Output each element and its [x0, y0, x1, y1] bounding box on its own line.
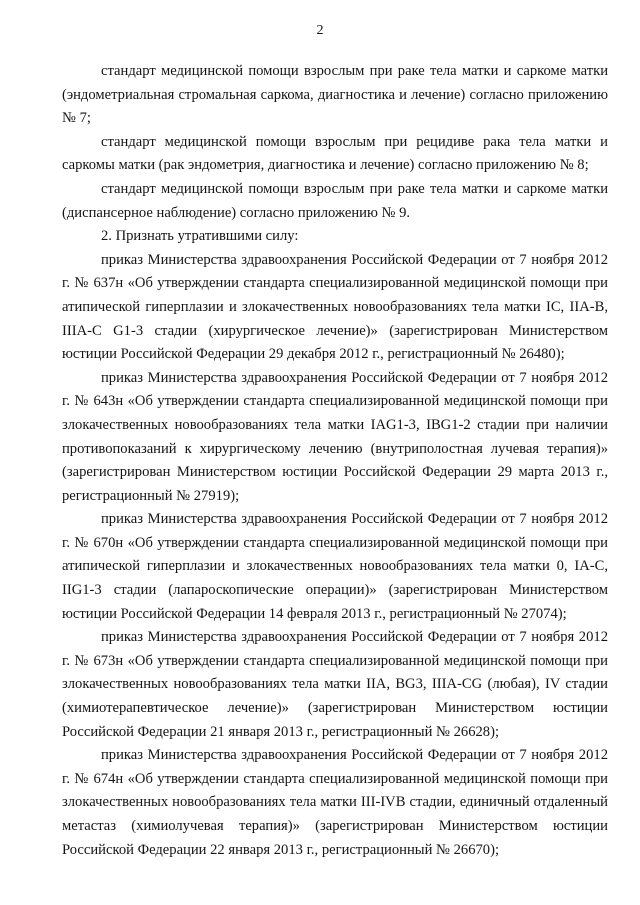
paragraph-order-637n: приказ Министерства здравоохранения Российской Федерации от 7 ноября 2012 г. № 637н «Об утверждении стандарта специализированной медицинской помощи при атипической гиперплазии и злокачественных новообразованиях тела матки IC, IIA-B, IIIA-C G1-3 стадии (хирургическое лечение)» (зарегистрирован Министерством юстиции Российской Федерации 29 декабря 2012 г., регистрационный № 26480); — [62, 251, 608, 363]
paragraph-standard-appendix-7: стандарт медицинской помощи взрослым при раке тела матки и саркоме матки (эндометриальная стромальная саркома, диагностика и лечение) согласно приложению № 7; — [62, 63, 608, 127]
document-body — [62, 60, 608, 862]
paragraph-repeal-heading: 2. Признать утратившими силу: — [101, 228, 299, 245]
paragraph-order-674n: приказ Министерства здравоохранения Российской Федерации от 7 ноября 2012 г. № 674н «Об утверждении стандарта специализированной медицинской помощи при злокачественных новообразованиях тела матки III-IVB стадии, единичный отдаленный метастаз (химиолучевая терапия)» (зарегистрирован Министерством юстиции Российской Федерации 22 января 2013 г., регистрационный № 26670); — [62, 747, 608, 858]
page-number: 2 — [316, 23, 324, 38]
paragraph-order-673n: приказ Министерства здравоохранения Российской Федерации от 7 ноября 2012 г. № 673н «Об утверждении стандарта специализированной медицинской помощи при злокачественных новообразованиях тела матки IIA, BG3, IIIA-CG (любая), IV стадии (химиотерапевтическое лечение)» (зарегистрирован Министерством юстиции Российской Федерации 21 января 2013 г., регистрационный № 26628); — [62, 629, 608, 740]
paragraph-order-643n: приказ Министерства здравоохранения Российской Федерации от 7 ноября 2012 г. № 643н «Об утверждении стандарта специализированной медицинской помощи при злокачественных новообразованиях тела матки IAG1-3, IBG1-2 стадии при наличии противопоказаний к хирургическому лечению (внутриполостная лучевая терапия)» (зарегистрирован Министерством юстиции Российской Федерации 29 марта 2013 г., регистрационный № 27919); — [62, 369, 608, 504]
paragraph-standard-appendix-9: стандарт медицинской помощи взрослым при раке тела матки и саркоме матки (диспансерное наблюдение) согласно приложению № 9. — [62, 180, 608, 221]
paragraph-order-670n: приказ Министерства здравоохранения Российской Федерации от 7 ноября 2012 г. № 670н «Об утверждении стандарта специализированной медицинской помощи при атипической гиперплазии и злокачественных новообразованиях тела матки 0, IA-C, IIG1-3 стадии (лапароскопические операции)» (зарегистрирован Министерством юстиции Российской Федерации 14 февраля 2013 г., регистрационный № 27074); — [62, 511, 608, 622]
paragraph-standard-appendix-8: стандарт медицинской помощи взрослым при рецидиве рака тела матки и саркомы матки (рак эндометрия, диагностика и лечение) согласно приложению № 8; — [62, 133, 608, 174]
